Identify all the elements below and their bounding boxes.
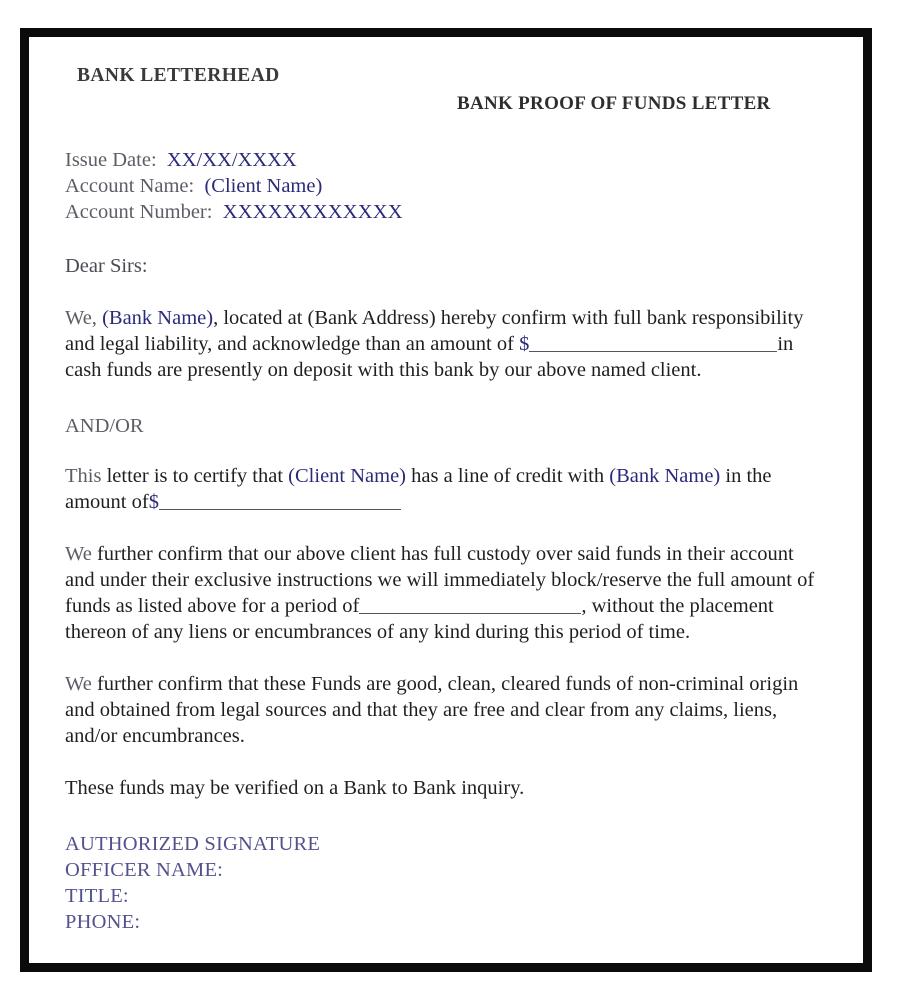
paragraph-3-part-1: further confirm that our above client has full custody over said funds in their account and under their exclusive instructions we will immediately block/reserve the full amount of funds as listed above for a period of (65, 543, 815, 617)
paragraph-1-currency-symbol: $ (519, 333, 530, 355)
paragraph-3-lead: We (65, 543, 92, 565)
account-name-row (65, 173, 829, 199)
issue-date-value: XX/XX/XXXX (166, 149, 297, 171)
authorized-signature-label: AUTHORIZED SIGNATURE (65, 833, 321, 855)
account-number-row (65, 199, 829, 225)
paragraph-2-bank-name: (Bank Name) (609, 465, 721, 487)
paragraph-clean-cleared-funds (65, 671, 817, 749)
paragraph-2-currency-symbol: $ (148, 491, 159, 513)
paragraph-funds-on-deposit (65, 305, 817, 383)
paragraph-3-part-2: , without the placement thereon of any liens or encumbrances of any kind during this period of time. (65, 595, 774, 643)
paragraph-custody-and-block (65, 541, 817, 645)
paragraph-bank-to-bank-inquiry (65, 775, 817, 801)
credit-amount-blank-field[interactable] (159, 491, 401, 510)
account-number-value: XXXXXXXXXXXX (222, 201, 403, 223)
paragraph-1-lead: We, (65, 307, 97, 329)
bank-letterhead-heading: BANK LETTERHEAD (77, 65, 280, 86)
paragraph-2-lead: This (65, 465, 102, 487)
salutation: Dear Sirs: (65, 255, 148, 277)
paragraph-2-part-2: has a line of credit with (406, 465, 610, 487)
account-name-value: (Client Name) (204, 175, 323, 197)
and-or-divider-text: AND/OR (65, 415, 144, 437)
paragraph-4-body: further confirm that these Funds are good, clean, cleared funds of non-criminal origin and obtained from legal sources and that they are free and clear from any claims, liens, and/or encumbrances. (65, 673, 799, 747)
issue-date-label: Issue Date: (65, 149, 157, 171)
paragraph-line-of-credit (65, 463, 817, 515)
paragraph-1-tail: in cash funds are presently on deposit with this bank by our above named client. (65, 333, 794, 381)
page-title: BANK PROOF OF FUNDS LETTER (457, 93, 771, 114)
paragraph-1-bank-name: (Bank Name) (102, 307, 214, 329)
title-label: TITLE: (65, 885, 129, 907)
paragraph-2-part-1: letter is to certify that (101, 465, 289, 487)
account-name-label: Account Name: (65, 175, 195, 197)
period-blank-field[interactable] (359, 595, 581, 614)
paragraph-4-lead: We (65, 673, 92, 695)
paragraph-2-part-3: in the amount of (65, 465, 772, 513)
issue-date-row (65, 147, 829, 173)
document-frame (20, 28, 872, 972)
document-body (29, 37, 863, 963)
paragraph-5-body: These funds may be verified on a Bank to Bank inquiry. (65, 777, 525, 799)
account-meta-block (65, 147, 829, 225)
phone-label: PHONE: (65, 911, 141, 933)
officer-name-label: OFFICER NAME: (65, 859, 224, 881)
account-number-label: Account Number: (65, 201, 213, 223)
document-header (63, 59, 829, 129)
paragraph-1-body: , located at (Bank Address) hereby confirm with full bank responsibility and legal liability, and acknowledge than an amount of (65, 307, 804, 355)
paragraph-2-client-name: (Client Name) (288, 465, 407, 487)
amount-blank-field[interactable] (529, 333, 777, 352)
signature-block (65, 831, 829, 935)
